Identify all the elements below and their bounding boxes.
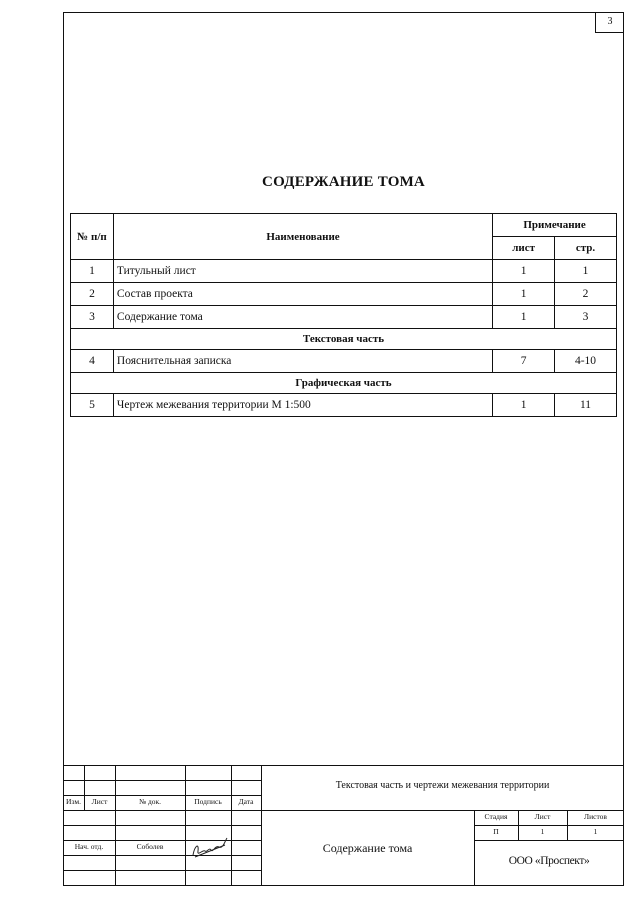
stamp-sign: Подпись: [194, 797, 222, 806]
row-name: Чертеж межевания территории М 1:500: [113, 394, 492, 417]
sheet-value: 1: [540, 827, 545, 836]
page-title: СОДЕРЖАНИЕ ТОМА: [262, 174, 425, 190]
stamp-doc: № док.: [138, 797, 162, 806]
stamp-izm: Изм.: [66, 797, 81, 806]
section-header-graphic: Графическая часть: [71, 373, 617, 394]
page-number: 3: [595, 12, 624, 33]
table-row: [71, 260, 617, 283]
sheets-label: Листов: [584, 812, 607, 821]
row-page: 3: [555, 306, 617, 329]
row-sheet: 1: [493, 283, 555, 306]
row-page: 11: [555, 394, 617, 417]
project-title: Текстовая часть и чертежи межевания территории: [335, 780, 550, 791]
stamp-list: Лист: [91, 797, 108, 806]
row-sheet: 1: [493, 394, 555, 417]
table-row: [71, 283, 617, 306]
stamp-date: Дата: [238, 797, 254, 806]
row-name: Пояснительная записка: [113, 350, 492, 373]
row-sheet: 1: [493, 260, 555, 283]
company-name: ООО «Проспект»: [508, 855, 590, 867]
row-number: 2: [71, 283, 114, 306]
row-number: 5: [71, 394, 114, 417]
sheet-label: Лист: [534, 812, 551, 821]
col-header-note: Примечание: [493, 214, 617, 237]
col-header-number: № п/п: [71, 214, 114, 260]
row-name: Состав проекта: [113, 283, 492, 306]
row-number: 4: [71, 350, 114, 373]
row-sheet: 1: [493, 306, 555, 329]
row-sheet: 7: [493, 350, 555, 373]
row-number: 1: [71, 260, 114, 283]
table-row: [71, 350, 617, 373]
title-block: [63, 765, 624, 886]
table-row: [71, 306, 617, 329]
stamp-person: Соболев: [136, 842, 164, 851]
sheets-value: 1: [593, 827, 598, 836]
document-name: Содержание тома: [322, 841, 413, 855]
section-header-text: Текстовая часть: [71, 329, 617, 350]
col-header-sheet: лист: [493, 237, 555, 260]
col-header-page: стр.: [555, 237, 617, 260]
row-page: 1: [555, 260, 617, 283]
drawing-frame: [63, 12, 624, 886]
signature-image: [189, 835, 229, 863]
stage-label: Стадия: [484, 812, 508, 821]
row-name: Титульный лист: [113, 260, 492, 283]
stamp-role: Нач. отд.: [74, 842, 104, 851]
row-number: 3: [71, 306, 114, 329]
col-header-name: Наименование: [113, 214, 492, 260]
row-page: 2: [555, 283, 617, 306]
contents-table: [70, 213, 617, 417]
row-page: 4-10: [555, 350, 617, 373]
row-name: Содержание тома: [113, 306, 492, 329]
table-row: [71, 394, 617, 417]
stage-value: П: [493, 827, 499, 836]
